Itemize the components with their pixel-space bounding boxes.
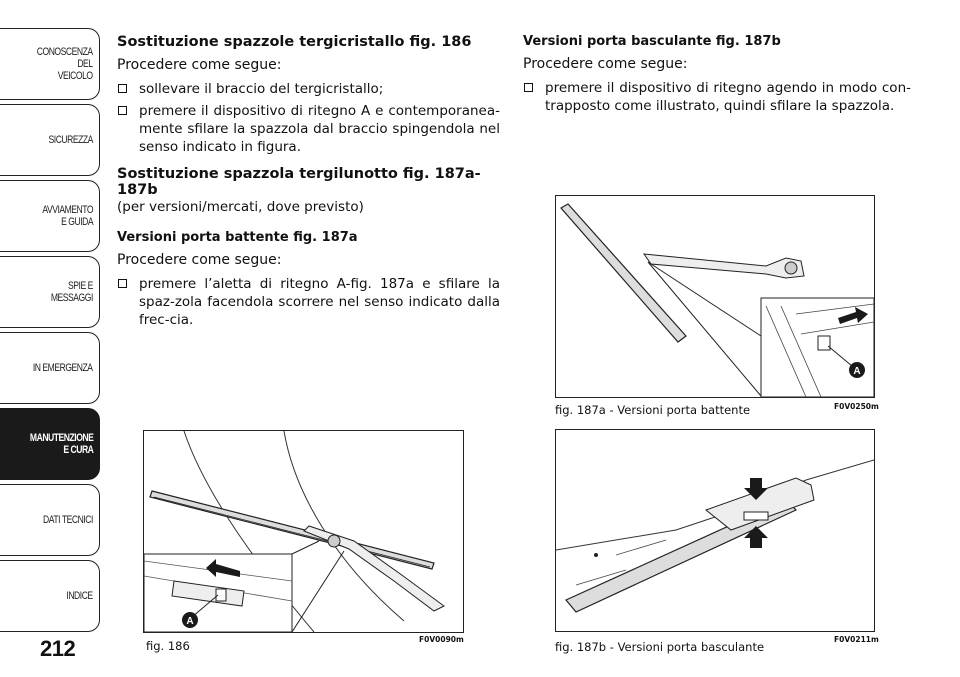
tab-dati-tecnici[interactable]	[0, 484, 100, 556]
figure-code: F0V0090m	[419, 635, 464, 644]
tab-label: SPIE E MESSAGGI	[50, 280, 93, 304]
tab-label: MANUTENZIONE E CURA	[29, 432, 93, 456]
section-title: Sostituzione spazzola tergilunotto fig. 187a-187b	[117, 166, 481, 198]
tab-in-emergenza[interactable]	[0, 332, 100, 404]
subsection-title: Versioni porta basculante fig. 187b	[523, 34, 781, 49]
tab-label: IN EMERGENZA	[33, 362, 93, 374]
intro-text: Procedere come segue:	[117, 57, 282, 73]
rear-wiper-basculante-illustration	[556, 430, 874, 631]
figure-187b	[555, 429, 875, 632]
left-column	[117, 34, 500, 333]
figure-186	[143, 430, 464, 633]
callout-a: A	[186, 616, 194, 627]
tab-label: AVVIAMENTO E GUIDA	[42, 204, 93, 228]
right-column	[523, 34, 911, 119]
figure-code: F0V0211m	[834, 635, 879, 644]
list-item: premere il dispositivo di ritegno A e contemporanea-mente sfilare la spazzola dal braccio spingendola nel senso indicato in figura.	[117, 102, 500, 156]
tab-avviamento-e-guida[interactable]	[0, 180, 100, 252]
figure-code: F0V0250m	[834, 402, 879, 411]
figure-187a	[555, 195, 875, 398]
tab-manutenzione-e-cura[interactable]	[0, 408, 100, 480]
tab-indice[interactable]	[0, 560, 100, 632]
tab-label: CONOSCENZA DEL VEICOLO	[37, 46, 93, 82]
list-item: premere il dispositivo di ritegno agendo in modo con-trapposto come illustrato, quindi sfilare la spazzola.	[523, 79, 911, 115]
figure-caption: fig. 187a - Versioni porta battente	[555, 403, 751, 417]
tab-label: SICUREZZA	[48, 134, 93, 146]
wiper-blade-illustration	[144, 431, 463, 632]
section-subtitle: (per versioni/mercati, dove previsto)	[117, 199, 364, 215]
figure-caption: fig. 187b - Versioni porta basculante	[555, 640, 765, 654]
list-item: premere l’aletta di ritegno A-fig. 187a e sfilare la spaz-zola facendola scorrere nel senso indicato dalla frec-cia.	[117, 275, 500, 329]
rear-wiper-illustration	[556, 196, 874, 397]
subsection-title: Versioni porta battente fig. 187a	[117, 230, 358, 245]
tab-sicurezza[interactable]	[0, 104, 100, 176]
figure-caption: fig. 186	[146, 639, 190, 653]
tab-label: DATI TECNICI	[43, 514, 93, 526]
tab-label: INDICE	[66, 590, 93, 602]
tab-conoscenza-del-veicolo[interactable]	[0, 28, 100, 100]
intro-text: Procedere come segue:	[523, 56, 688, 72]
section-title: Sostituzione spazzole tergicristallo fig. 186	[117, 34, 472, 50]
intro-text: Procedere come segue:	[117, 252, 282, 268]
tab-spie-e-messaggi[interactable]	[0, 256, 100, 328]
page-number: 212	[40, 636, 76, 661]
list-item: sollevare il braccio del tergicristallo;	[117, 80, 500, 98]
callout-a: A	[853, 366, 861, 377]
